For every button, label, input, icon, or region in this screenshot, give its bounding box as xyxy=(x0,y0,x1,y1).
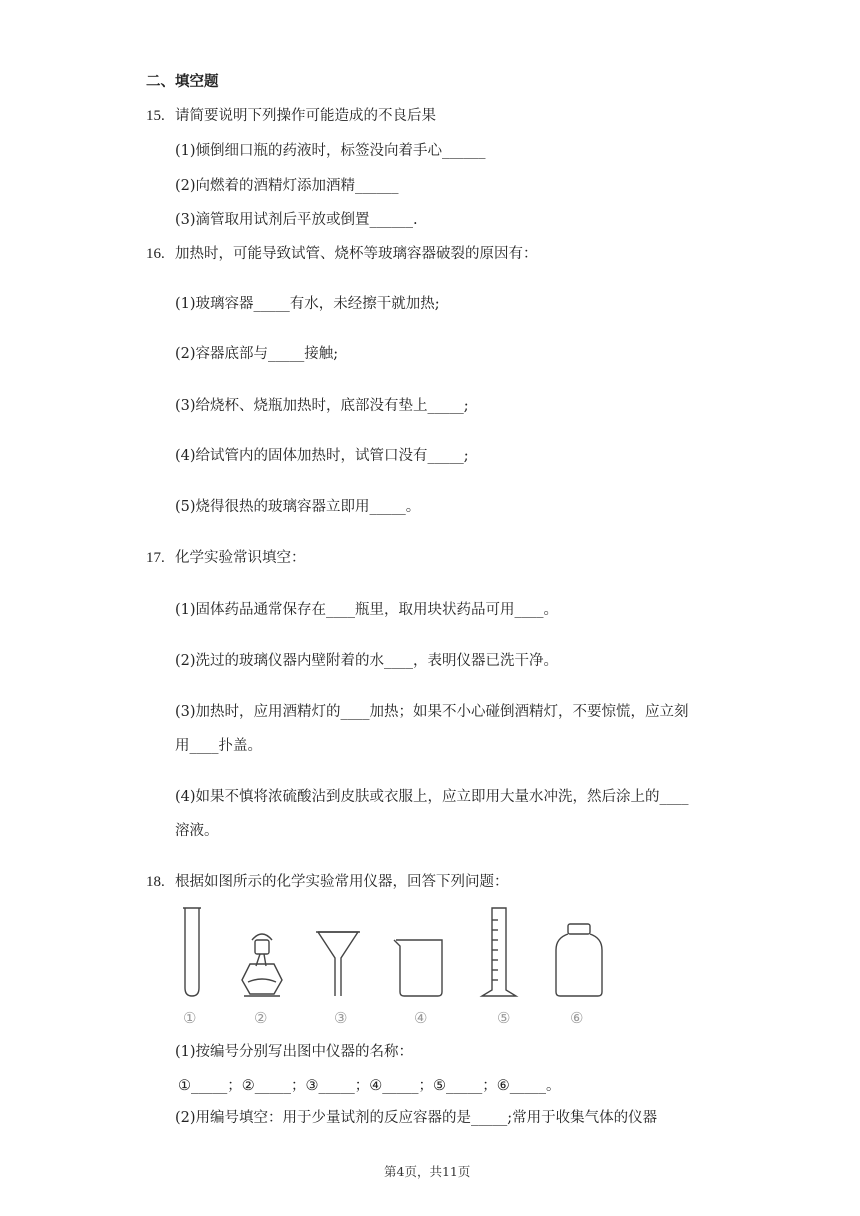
sub-question: (4)给试管内的固体加热时，试管口没有_____; xyxy=(175,448,469,464)
figure-label: ① xyxy=(183,1009,197,1027)
sub-question: (2)向燃着的酒精灯添加酒精______ xyxy=(175,178,399,194)
figure-label: ④ xyxy=(414,1009,428,1027)
graduated-cylinder-icon xyxy=(482,908,516,996)
sub-question: (1)按编号分别写出图中仪器的名称： xyxy=(175,1044,414,1060)
sub-question: (3)加热时，应用酒精灯的____加热；如果不小心碰倒酒精灯，不要惊慌，应立刻 xyxy=(175,704,689,720)
sub-question: (5)烧得很热的玻璃容器立即用_____。 xyxy=(175,499,421,515)
sub-question: (3)滴管取用试剂后平放或倒置______. xyxy=(175,212,418,228)
sub-question: (2)用编号填空：用于少量试剂的反应容器的是_____;常用于收集气体的仪器 xyxy=(175,1110,658,1126)
question-number: 18. xyxy=(146,874,165,890)
page-footer: 第4页，共11页 xyxy=(384,1164,471,1179)
alcohol-lamp-icon xyxy=(242,934,282,996)
instruments-figure xyxy=(170,900,630,1004)
figure-label: ② xyxy=(254,1009,268,1027)
question-stem: 化学实验常识填空： xyxy=(175,550,306,566)
question-stem: 请简要说明下列操作可能造成的不良后果 xyxy=(175,108,436,124)
funnel-icon xyxy=(316,932,360,996)
sub-question: (2)容器底部与_____接触; xyxy=(175,346,339,362)
question-number: 16. xyxy=(146,246,165,262)
sub-question: (1)玻璃容器_____有水，未经擦干就加热; xyxy=(175,296,440,312)
gas-collecting-bottle-icon xyxy=(556,924,602,996)
question-number: 17. xyxy=(146,550,165,566)
sub-question: 用____扑盖。 xyxy=(175,738,262,754)
beaker-icon xyxy=(394,940,442,996)
question-stem: 加热时，可能导致试管、烧杯等玻璃容器破裂的原因有： xyxy=(175,246,538,262)
figure-label: ⑥ xyxy=(570,1009,584,1027)
figure-label: ⑤ xyxy=(497,1009,511,1027)
sub-question: ①_____；②_____；③_____；④_____；⑤_____；⑥_____。 xyxy=(178,1078,561,1094)
figure-label: ③ xyxy=(334,1009,348,1027)
question-stem: 根据如图所示的化学实验常用仪器，回答下列问题： xyxy=(175,874,509,890)
test-tube-icon xyxy=(183,908,201,996)
question-number: 15. xyxy=(146,108,165,124)
sub-question: (1)固体药品通常保存在____瓶里，取用块状药品可用____。 xyxy=(175,602,559,618)
sub-question: (2)洗过的玻璃仪器内壁附着的水____，表明仪器已洗干净。 xyxy=(175,653,559,669)
section-title: 二、填空题 xyxy=(146,74,219,90)
sub-question: (3)给烧杯、烧瓶加热时，底部没有垫上_____; xyxy=(175,398,469,414)
sub-question: (1)倾倒细口瓶的药液时，标签没向着手心______ xyxy=(175,143,486,159)
sub-question: (4)如果不慎将浓硫酸沾到皮肤或衣服上，应立即用大量水冲洗，然后涂上的____ xyxy=(175,789,689,805)
sub-question: 溶液。 xyxy=(175,823,219,839)
